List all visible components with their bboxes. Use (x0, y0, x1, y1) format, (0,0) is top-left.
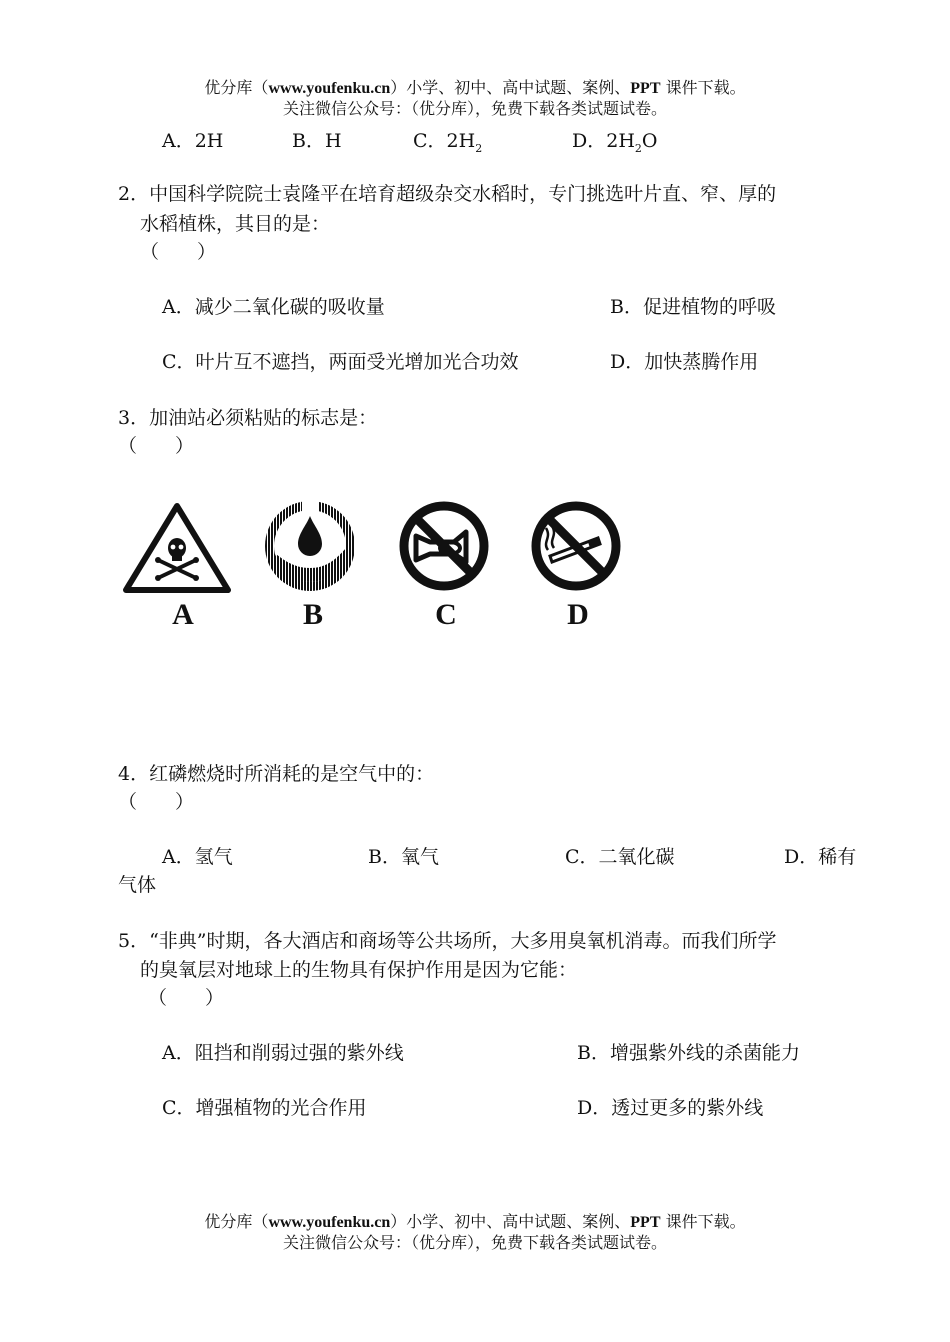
q4-option-d: D．稀有 (784, 846, 857, 868)
page-header-line1: 优分库（www.youfenku.cn）小学、初中、高中试题、案例、PPT 课件下载。 (204, 78, 746, 97)
q3-stem: 3．加油站必须粘贴的标志是： (118, 407, 378, 429)
q5-answer-paren: （ ） (148, 987, 225, 1009)
q4-option-c: C．二氧化碳 (565, 846, 675, 868)
q2-stem-line1: 2．中国科学院院士袁隆平在培育超级杂交水稻时，专门挑选叶片直、窄、厚的 (118, 183, 777, 205)
q4-option-a: A．氢气 (162, 846, 233, 868)
q1-option-c: C．$2H_2$ (413, 130, 483, 155)
q5-option-b: B．增强紫外线的杀菌能力 (577, 1042, 800, 1064)
q1-option-b: B．H (292, 130, 342, 152)
q5-option-d: D．透过更多的紫外线 (577, 1097, 764, 1119)
page-footer-line1: 优分库（www.youfenku.cn）小学、初中、高中试题、案例、PPT 课件下载。 (204, 1212, 746, 1231)
q5-stem-line2: 的臭氧层对地球上的生物具有保护作用是因为它能： (140, 959, 578, 981)
q4-answer-paren: （ ） (118, 791, 195, 813)
no-horn-icon (396, 498, 492, 594)
q1-option-d: D．$2H_2O$ (572, 130, 658, 155)
save-water-icon (262, 498, 358, 594)
q2-stem-line2: 水稻植株，其目的是： (140, 213, 331, 235)
footer-url: www.youfenku.cn (268, 1214, 391, 1231)
page-header-line2: 关注微信公众号：（优分库），免费下载各类试题试卷。 (282, 99, 667, 118)
q1-option-a: A．2H (162, 130, 224, 152)
q2-option-c: C．叶片互不遮挡，两面受光增加光合功效 (162, 351, 519, 373)
q5-stem-line1: 5．“非典”时期，各大酒店和商场等公共场所，大多用臭氧机消毒。而我们所学 (118, 930, 777, 952)
no-smoking-icon (528, 498, 624, 594)
q3-answer-paren: （ ） (118, 435, 195, 457)
sign-label-c: C (435, 598, 457, 631)
q4-option-d-wrap: 气体 (118, 874, 157, 896)
sign-label-b: B (302, 598, 323, 631)
q2-option-a: A．减少二氧化碳的吸收量 (162, 296, 385, 318)
q4-option-b: B．氧气 (368, 846, 439, 868)
sign-label-d: D (567, 598, 589, 631)
header-url: www.youfenku.cn (268, 80, 391, 97)
q5-option-a: A．阻挡和削弱过强的紫外线 (162, 1042, 404, 1064)
q2-answer-paren: （ ） (140, 241, 217, 263)
toxic-warning-icon (122, 502, 232, 594)
q5-option-c: C．增强植物的光合作用 (162, 1097, 367, 1119)
q2-option-b: B．促进植物的呼吸 (610, 296, 776, 318)
page-footer-line2: 关注微信公众号：（优分库），免费下载各类试题试卷。 (282, 1233, 667, 1252)
q4-stem: 4．红磷燃烧时所消耗的是空气中的： (118, 763, 435, 785)
sign-label-a: A (172, 598, 194, 631)
q2-option-d: D．加快蒸腾作用 (610, 351, 759, 373)
